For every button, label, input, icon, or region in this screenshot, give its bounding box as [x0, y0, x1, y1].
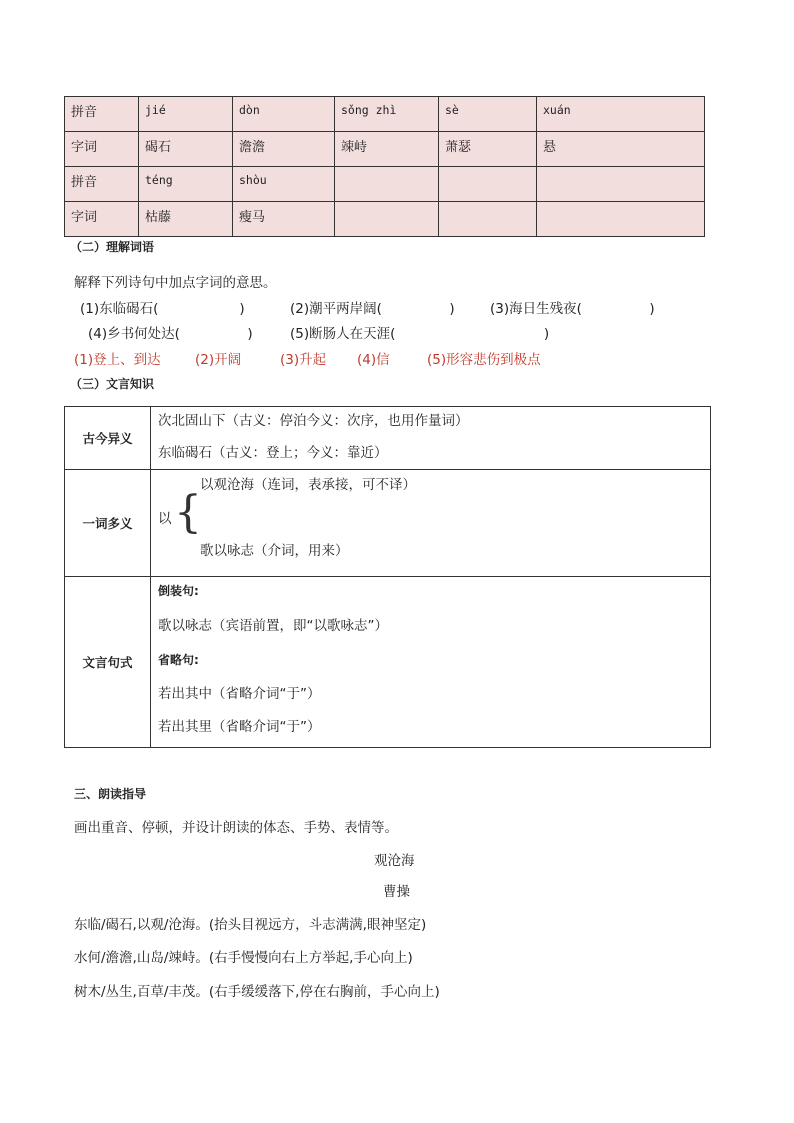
pinyin-cell: sǒng zhì: [335, 97, 439, 132]
word-cell: [439, 202, 537, 237]
row-label-jushi: 文言句式: [65, 577, 151, 748]
poem-author: 曹操: [383, 884, 410, 900]
poem-line-2: 水何/澹澹,山岛/竦峙。(右手慢慢向右上方举起,手心向上): [74, 950, 413, 966]
section-heading-reading: 三、朗读指导: [74, 787, 147, 801]
table-row: [65, 167, 705, 202]
word-cell: [537, 202, 705, 237]
word-cell: 瘦马: [233, 202, 335, 237]
table-row: [65, 470, 711, 577]
question-2: (2)潮平两岸阔( ): [290, 301, 455, 317]
brace-icon: {: [174, 487, 202, 538]
gujin-line-1: 次北固山下（古义：停泊今义：次序，也用作量词）: [158, 413, 469, 429]
pinyin-cell: [537, 167, 705, 202]
jushi-line-1: 歌以咏志（宾语前置，即“以歌咏志”）: [158, 618, 388, 634]
row-label: 字词: [65, 202, 139, 237]
inversion-heading: 倒装句:: [158, 584, 199, 598]
reading-instruction: 画出重音、停顿，并设计朗读的体态、手势、表情等。: [74, 820, 398, 836]
pinyin-cell: sè: [439, 97, 537, 132]
word-cell: [335, 202, 439, 237]
question-3: (3)海日生残夜( ): [490, 301, 655, 317]
instruction-text: 解释下列诗句中加点字词的意思。: [74, 275, 277, 291]
answer-4: (4)信: [357, 352, 390, 368]
word-cell: 萧瑟: [439, 132, 537, 167]
table-row: [65, 577, 711, 748]
row-label-yici: 一词多义: [65, 470, 151, 577]
table-row: [65, 202, 705, 237]
question-1: (1)东临碣石( ): [80, 301, 245, 317]
question-4: (4)乡书何处达( ): [88, 326, 253, 342]
answer-5: (5)形容悲伤到极点: [427, 352, 541, 368]
yici-line-2: 歌以咏志（介词，用来）: [200, 543, 349, 559]
word-cell: 澹澹: [233, 132, 335, 167]
poem-line-3: 树木/丛生,百草/丰茂。(右手缓缓落下,停在右胸前，手心向上): [74, 984, 440, 1000]
jushi-line-2: 若出其中（省略介词“于”）: [158, 686, 321, 702]
section-heading-understand: （二）理解词语: [70, 240, 155, 254]
row-label: 拼音: [65, 97, 139, 132]
pinyin-cell: shòu: [233, 167, 335, 202]
omission-heading: 省略句:: [158, 653, 199, 667]
pinyin-table: [64, 96, 705, 237]
row-content-gujin: [151, 407, 711, 470]
pinyin-cell: dòn: [233, 97, 335, 132]
yici-line-1: 以观沧海（连词，表承接，可不译）: [200, 477, 416, 493]
pinyin-cell: [439, 167, 537, 202]
jushi-line-3: 若出其里（省略介词“于”）: [158, 719, 321, 735]
section-heading-classical: （三）文言知识: [70, 377, 155, 391]
word-cell: 枯藤: [139, 202, 233, 237]
row-content-jushi: [151, 577, 711, 748]
polysemy-word: 以: [158, 511, 172, 527]
row-content-yici: [151, 470, 711, 577]
pinyin-cell: téng: [139, 167, 233, 202]
row-label-gujin: 古今异义: [65, 407, 151, 470]
table-row: [65, 407, 711, 470]
poem-line-1: 东临/碣石,以观/沧海。(抬头目视远方，斗志满满,眼神坚定): [74, 917, 427, 933]
word-cell: 碣石: [139, 132, 233, 167]
poem-title: 观沧海: [374, 853, 415, 869]
classical-knowledge-table: [64, 406, 711, 748]
pinyin-cell: xuán: [537, 97, 705, 132]
gujin-line-2: 东临碣石（古义：登上；今义：靠近）: [158, 445, 388, 461]
pinyin-cell: [335, 167, 439, 202]
answer-2: (2)开阔: [195, 352, 242, 368]
table-row: [65, 97, 705, 132]
row-label: 字词: [65, 132, 139, 167]
word-cell: 竦峙: [335, 132, 439, 167]
word-cell: 悬: [537, 132, 705, 167]
answer-3: (3)升起: [280, 352, 327, 368]
answer-1: (1)登上、到达: [74, 352, 161, 368]
pinyin-cell: jié: [139, 97, 233, 132]
row-label: 拼音: [65, 167, 139, 202]
question-5: (5)断肠人在天涯( ): [290, 326, 550, 342]
table-row: [65, 132, 705, 167]
